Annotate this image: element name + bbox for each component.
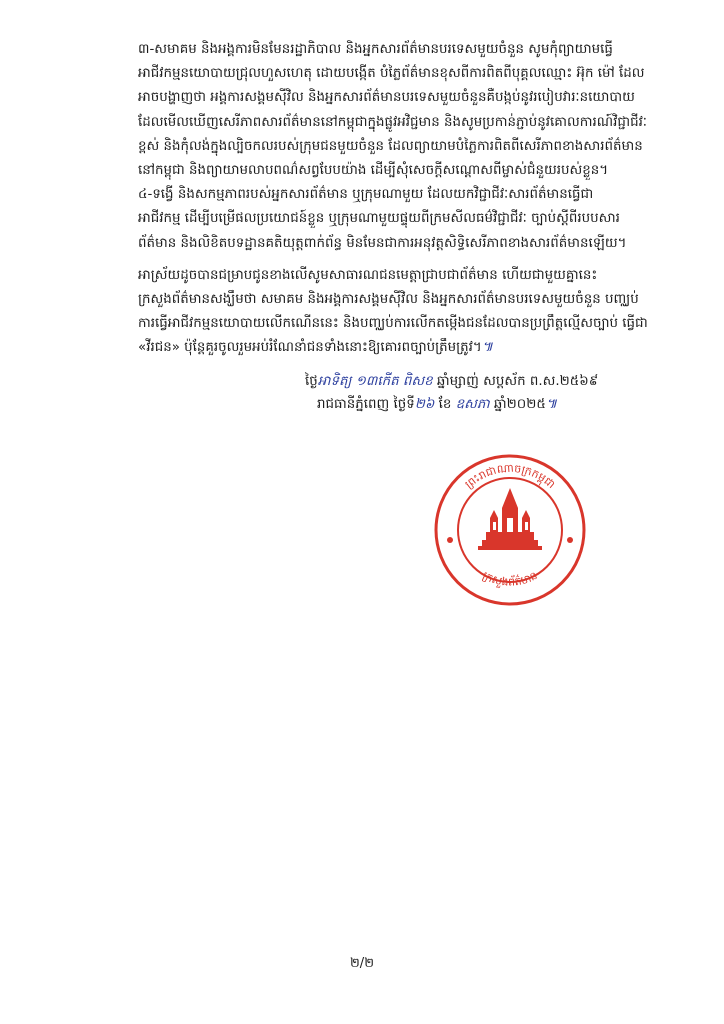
text-line: ព័ត៌មាន និងលិខិតបទដ្ឋានគតិយុត្តពាក់ព័ន្ធ មិនមែនជាការអនុវត្តសិទ្ធិសេរីភាពខាងសារព័ត៌មានឡើយ។ <box>138 235 627 251</box>
month-label: ខែ <box>434 397 456 412</box>
date-block <box>305 370 685 416</box>
ministry-seal <box>432 452 588 608</box>
text-line: អាចបង្ហាញថា អង្គការសង្គមស៊ីវិល និងអ្នកសារព័ត៌មានបរទេសមួយចំនួនគឺបង្កប់នូវរបៀបវារៈនយោបាយ <box>138 90 635 106</box>
handwritten-year-mark: ៕ <box>545 397 558 412</box>
seal-bottom-text: ក្រសួងព័ត៌មាន <box>480 568 540 589</box>
lunar-date-prefix: ថ្ងៃ <box>305 374 318 389</box>
text-line: អាស្រ័យដូចបានជម្រាបជូនខាងលើសូមសាធារណជនមេត្តាជ្រាបជាព័ត៌មាន ហើយជាមួយគ្នានេះ <box>138 267 598 283</box>
handwritten-day: ២៦ <box>414 397 435 412</box>
year-label: ឆ្នាំ២០២៥ <box>489 397 546 412</box>
text-line-content: «វីរជន» ប៉ុន្តែគួរចូលរួមអប់រំណែនាំជនទាំងនោះឱ្យគោរពច្បាប់ត្រឹមត្រូវ។ <box>138 340 482 356</box>
date-location-prefix: រាជធានីភ្នំពេញ ថ្ងៃទី <box>317 397 415 412</box>
text-line: ខ្ពស់ និងកុំលង់ក្នុងល្បិចកលរបស់ក្រុមជនមួយចំនួន ដែលព្យាយាមបំភ្លៃការពិតពីសេរីភាពខាងសារព័ត៌មាន <box>138 138 643 154</box>
lunar-date-line <box>305 370 685 393</box>
text-line: នៅកម្ពុជា និងព្យាយាមលាបពណ៌សព្វបែបយ៉ាង ដើម្បីសុំសេចក្តីសណ្តោសពីម្ចាស់ជំនួយរបស់ខ្លួន។ <box>138 163 609 179</box>
text-line: អាជីវកម្ម ដើម្បីបម្រើផលប្រយោជន៍ខ្លួន ឬក្រុមណាមួយផ្ទុយពីក្រមសីលធម៌វិជ្ជាជីវៈ ច្បាប់ស្តីពីរបបសារ <box>138 211 620 227</box>
text-line: ក្រសួងព័ត៌មានសង្ឃឹមថា សមាគម និងអង្គការសង្គមស៊ីវិល និងអ្នកសារព័ត៌មានបរទេសមួយចំនួន បញ្ឈប់ <box>138 292 639 308</box>
paragraph-5 <box>112 264 667 361</box>
document-body <box>112 38 667 361</box>
text-line: ដែលមើលឃើញសេរីភាពសារព័ត៌មាននៅកម្ពុជាក្នុងផ្លូវអវិជ្ជមាន និងសូមប្រកាន់ភ្ជាប់នូវគោលការណ៍វិជ្ជាជីវៈ <box>138 114 647 130</box>
text-line <box>112 336 667 360</box>
seal-ring-text: ព្រះរាជាណាចក្រកម្ពុជា <box>462 461 558 492</box>
handwritten-end-mark: ៕ <box>481 340 493 356</box>
handwritten-lunar-date: អាទិត្យ ១៣កើត ពិសខ <box>317 374 433 389</box>
handwritten-month: ឧសភា <box>455 397 490 412</box>
gregorian-date-line <box>305 393 685 416</box>
paragraph-4 <box>112 183 667 256</box>
paragraph-3 <box>112 38 667 183</box>
page-number: ២/២ <box>349 956 375 971</box>
text-line: ៣-សមាគម និងអង្គការមិនមែនរដ្ឋាភិបាល និងអ្នកសារព័ត៌មានបរទេសមួយចំនួន សូមកុំព្យាយាមធ្វើ <box>138 42 613 57</box>
text-line: អាជីវកម្មនយោបាយជ្រុលហួសហេតុ ដោយបង្កើត បំភ្លៃព័ត៌មានខុសពីការពិតពីបុគ្គលឈ្មោះ អ៊ុក ម៉ៅ ដែល <box>138 66 645 82</box>
lunar-date-suffix: ឆ្នាំម្សាញ់ សប្តស័ក ព.ស.២៥៦៩ <box>436 374 599 389</box>
text-line: ការធ្វើអាជីវកម្មនយោបាយលើកណើននេះ និងបញ្ឈប់ការលើកតម្កើងជនដែលបានប្រព្រឹត្តល្មើសច្បាប់ ធ្វើជា <box>138 316 648 332</box>
text-line: ៤-ទង្វើ និងសកម្មភាពរបស់អ្នកសារព័ត៌មាន ឬក្រុមណាមួយ ដែលយកវិជ្ជាជីវៈសារព័ត៌មានធ្វើជា <box>138 187 594 203</box>
